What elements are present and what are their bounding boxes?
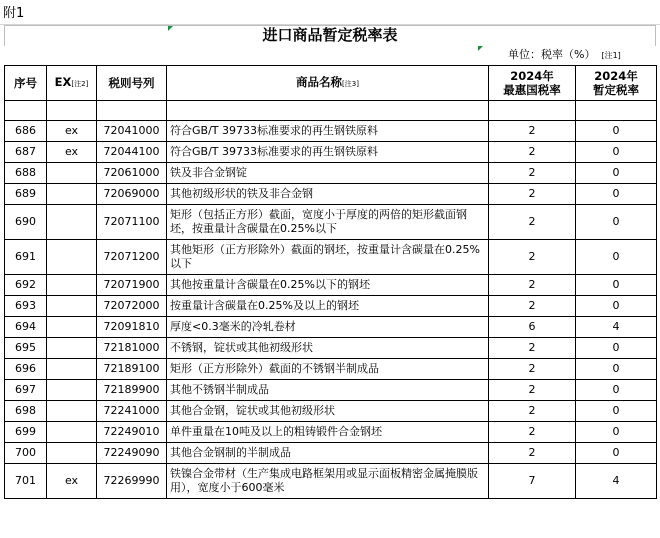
cell-mfn-rate[interactable]: 2 — [489, 359, 576, 380]
cell-ex[interactable] — [47, 338, 97, 359]
cell-provisional-rate[interactable]: 0 — [576, 359, 657, 380]
cell-provisional-rate[interactable]: 0 — [576, 443, 657, 464]
unit-label: 单位：税率（%） — [508, 48, 596, 61]
cell-provisional-rate[interactable]: 0 — [576, 380, 657, 401]
cell-ex[interactable] — [47, 422, 97, 443]
cell-mfn-rate[interactable]: 2 — [489, 121, 576, 142]
table-cell[interactable] — [576, 101, 657, 121]
header-ex-note: [注2] — [71, 80, 89, 88]
cell-code[interactable]: 72071900 — [97, 275, 167, 296]
cell-seq[interactable]: 693 — [5, 296, 47, 317]
cell-code[interactable]: 72071200 — [97, 240, 167, 275]
appendix-label: 附1 — [3, 6, 25, 21]
unit-note: [注1] — [601, 51, 621, 60]
cell-code[interactable]: 72044100 — [97, 142, 167, 163]
cell-provisional-rate[interactable]: 0 — [576, 121, 657, 142]
table-row — [5, 121, 657, 142]
cell-ex[interactable] — [47, 163, 97, 184]
header-mfn-line2: 最惠国税率 — [503, 83, 561, 97]
cell-provisional-rate[interactable]: 0 — [576, 163, 657, 184]
cell-provisional-rate[interactable]: 4 — [576, 317, 657, 338]
cell-provisional-rate[interactable]: 4 — [576, 464, 657, 499]
table-row — [5, 401, 657, 422]
cell-name[interactable]: 厚度<0.3毫米的冷轧卷材 — [167, 317, 489, 338]
cell-mfn-rate[interactable]: 2 — [489, 380, 576, 401]
table-row — [5, 142, 657, 163]
cell-seq[interactable]: 690 — [5, 205, 47, 240]
cell-ex[interactable] — [47, 380, 97, 401]
cell-code[interactable]: 72249090 — [97, 443, 167, 464]
cell-name[interactable]: 铁镍合金带材（生产集成电路框架用或显示面板精密金属掩膜版用），宽度小于600毫米 — [167, 464, 489, 499]
header-name[interactable] — [167, 66, 489, 101]
header-mfn-line1: 2024年 — [510, 69, 554, 83]
cell-code[interactable]: 72241000 — [97, 401, 167, 422]
cell-code[interactable]: 72181000 — [97, 338, 167, 359]
header-name-note: [注3] — [342, 80, 359, 88]
cell-seq[interactable]: 691 — [5, 240, 47, 275]
cell-provisional-rate[interactable]: 0 — [576, 401, 657, 422]
cell-mfn-rate[interactable]: 2 — [489, 163, 576, 184]
cell-code[interactable]: 72061000 — [97, 163, 167, 184]
cell-ex[interactable] — [47, 401, 97, 422]
cell-code[interactable]: 72269990 — [97, 464, 167, 499]
comment-marker-icon — [168, 26, 173, 31]
blank-row — [5, 101, 657, 121]
header-ex[interactable] — [47, 66, 97, 101]
header-name-label: 商品名称 — [296, 75, 343, 89]
cell-code[interactable]: 72071100 — [97, 205, 167, 240]
cell-provisional-rate[interactable]: 0 — [576, 338, 657, 359]
header-provisional-line1: 2024年 — [594, 69, 638, 83]
cell-provisional-rate[interactable]: 0 — [576, 240, 657, 275]
cell-seq[interactable]: 697 — [5, 380, 47, 401]
cell-mfn-rate[interactable]: 2 — [489, 338, 576, 359]
table-row — [5, 317, 657, 338]
cell-name[interactable]: 矩形（正方形除外）截面的不锈钢半制成品 — [167, 359, 489, 380]
table-row — [5, 240, 657, 275]
table-row — [5, 380, 657, 401]
cell-provisional-rate[interactable]: 0 — [576, 184, 657, 205]
cell-ex[interactable] — [47, 205, 97, 240]
cell-provisional-rate[interactable]: 0 — [576, 296, 657, 317]
cell-mfn-rate[interactable]: 2 — [489, 422, 576, 443]
table-row — [5, 296, 657, 317]
cell-name[interactable]: 符合GB/T 39733标准要求的再生钢铁原料 — [167, 121, 489, 142]
cell-mfn-rate[interactable]: 2 — [489, 275, 576, 296]
cell-ex[interactable]: ex — [47, 142, 97, 163]
cell-name[interactable]: 单件重量在10吨及以上的粗铸锻件合金钢坯 — [167, 422, 489, 443]
cell-mfn-rate[interactable]: 6 — [489, 317, 576, 338]
cell-ex[interactable]: ex — [47, 464, 97, 499]
table-header-row — [5, 66, 657, 101]
comment-marker-icon — [478, 46, 483, 51]
cell-provisional-rate[interactable]: 0 — [576, 205, 657, 240]
cell-seq[interactable]: 699 — [5, 422, 47, 443]
cell-name[interactable]: 其他不锈钢半制成品 — [167, 380, 489, 401]
table-row — [5, 443, 657, 464]
cell-ex[interactable] — [47, 317, 97, 338]
cell-name[interactable]: 其他初级形状的铁及非合金钢 — [167, 184, 489, 205]
cell-seq[interactable]: 689 — [5, 184, 47, 205]
table-row — [5, 205, 657, 240]
cell-name[interactable]: 按重量计含碳量在0.25%及以上的钢坯 — [167, 296, 489, 317]
table-row — [5, 275, 657, 296]
cell-seq[interactable]: 695 — [5, 338, 47, 359]
cell-seq[interactable]: 696 — [5, 359, 47, 380]
cell-mfn-rate[interactable]: 2 — [489, 184, 576, 205]
header-provisional[interactable] — [576, 66, 657, 101]
header-ex-label: EX — [54, 75, 72, 89]
cell-seq[interactable]: 701 — [5, 464, 47, 499]
cell-code[interactable]: 72072000 — [97, 296, 167, 317]
table-row — [5, 163, 657, 184]
cell-mfn-rate[interactable]: 2 — [489, 205, 576, 240]
table-cell[interactable] — [97, 101, 167, 121]
cell-seq[interactable]: 687 — [5, 142, 47, 163]
cell-mfn-rate[interactable]: 2 — [489, 401, 576, 422]
cell-seq[interactable]: 692 — [5, 275, 47, 296]
cell-ex[interactable] — [47, 359, 97, 380]
cell-seq[interactable]: 694 — [5, 317, 47, 338]
table-cell[interactable] — [5, 101, 47, 121]
cell-mfn-rate[interactable]: 2 — [489, 240, 576, 275]
cell-mfn-rate[interactable]: 2 — [489, 142, 576, 163]
header-mfn[interactable] — [489, 66, 576, 101]
cell-mfn-rate[interactable]: 2 — [489, 443, 576, 464]
cell-seq[interactable]: 700 — [5, 443, 47, 464]
cell-ex[interactable] — [47, 443, 97, 464]
cell-ex[interactable] — [47, 275, 97, 296]
header-code[interactable] — [97, 66, 167, 101]
cell-mfn-rate[interactable]: 7 — [489, 464, 576, 499]
cell-name[interactable]: 其他矩形（正方形除外）截面的钢坯，按重量计含碳量在0.25%以下 — [167, 240, 489, 275]
unit-line — [508, 47, 621, 63]
cell-code[interactable]: 72189100 — [97, 359, 167, 380]
cell-name[interactable]: 不锈钢，锭状或其他初级形状 — [167, 338, 489, 359]
table-title: 进口商品暂定税率表 — [262, 26, 398, 44]
table-cell[interactable] — [47, 101, 97, 121]
table-cell[interactable] — [167, 101, 489, 121]
cell-code[interactable]: 72091810 — [97, 317, 167, 338]
cell-ex[interactable] — [47, 184, 97, 205]
table-row — [5, 464, 657, 499]
cell-provisional-rate[interactable]: 0 — [576, 275, 657, 296]
cell-mfn-rate[interactable]: 2 — [489, 296, 576, 317]
cell-code[interactable]: 72249010 — [97, 422, 167, 443]
cell-code[interactable]: 72041000 — [97, 121, 167, 142]
cell-ex[interactable]: ex — [47, 121, 97, 142]
cell-provisional-rate[interactable]: 0 — [576, 142, 657, 163]
cell-ex[interactable] — [47, 296, 97, 317]
header-seq-label: 序号 — [14, 76, 37, 90]
cell-name[interactable]: 符合GB/T 39733标准要求的再生钢铁原料 — [167, 142, 489, 163]
cell-code[interactable]: 72189900 — [97, 380, 167, 401]
cell-name[interactable]: 其他合金钢，锭状或其他初级形状 — [167, 401, 489, 422]
table-row — [5, 184, 657, 205]
header-code-label: 税则号列 — [108, 76, 155, 90]
header-provisional-line2: 暂定税率 — [593, 83, 639, 97]
cell-name[interactable]: 铁及非合金钢锭 — [167, 163, 489, 184]
table-cell[interactable] — [489, 101, 576, 121]
table-row — [5, 359, 657, 380]
cell-seq[interactable]: 698 — [5, 401, 47, 422]
cell-name[interactable]: 其他合金钢制的半制成品 — [167, 443, 489, 464]
table-row — [5, 422, 657, 443]
cell-provisional-rate[interactable]: 0 — [576, 422, 657, 443]
cell-code[interactable]: 72069000 — [97, 184, 167, 205]
cell-seq[interactable]: 686 — [5, 121, 47, 142]
cell-ex[interactable] — [47, 240, 97, 275]
cell-name[interactable]: 其他按重量计含碳量在0.25%以下的钢坯 — [167, 275, 489, 296]
cell-name[interactable]: 矩形（包括正方形）截面，宽度小于厚度的两倍的矩形截面钢坯，按重量计含碳量在0.25%以下 — [167, 205, 489, 240]
header-seq[interactable] — [5, 66, 47, 101]
cell-seq[interactable]: 688 — [5, 163, 47, 184]
table-row — [5, 338, 657, 359]
tariff-table — [4, 65, 657, 499]
